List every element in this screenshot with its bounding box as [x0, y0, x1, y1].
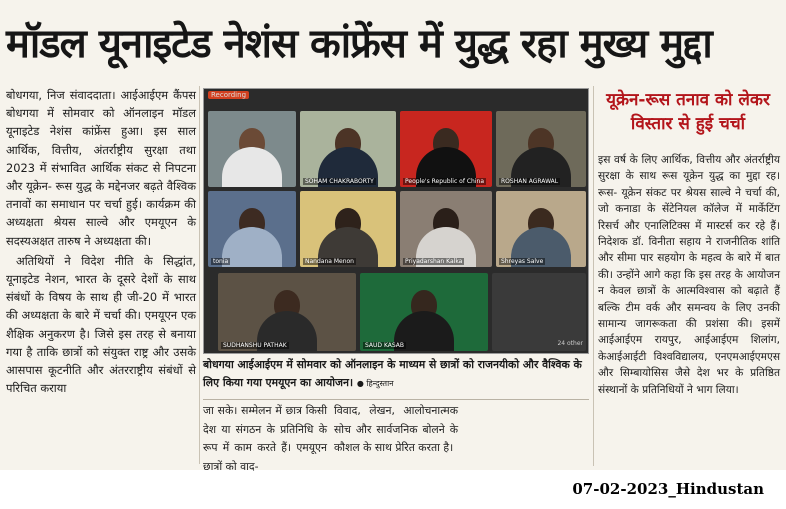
participant-tile — [496, 191, 586, 267]
left-article-column — [6, 86, 196, 462]
participant-name: Nandana Menon — [305, 258, 354, 265]
source-date-label: 07-02-2023_Hindustan — [572, 480, 764, 498]
more-participants-tile — [492, 273, 586, 351]
participant-tile — [218, 273, 356, 351]
caption-credit: ● हिन्दुस्तान — [356, 379, 394, 388]
right-column-text: इस वर्ष के लिए आर्थिक, वित्तीय और अंतर्राष्ट्रीय सुरक्षा के साथ रूस यूक्रेन युद्ध का मुद्दा रह। रूस- यूक्रेन संकट पर श्रेयस साल्वे ने चर्चा की, जो कनाडा के सेंटेनियल कॉलेज में मार्केटिंग रिसर्च और एनालिटिक्स में मास्टर्स कर रहे हैं। निदेशक डॉ. विनीता सहाय ने राजनीतिक शांति और सीमा पार सहयोग के महत्व के बारे में बात की। उन्होंने आगे कहा कि इस तरह के आयोजन न केवल छात्रों के आत्मविश्वास को बढ़ाते हैं बल्कि टीम वर्क और समन्वय के लिए उनकी सामान्य जागरूकता की प्रशंसा की। इसमें आईआईएम रायपुर, आईआईएम शिलांग, केआईआईटी विश्वविद्यालय, एनएमआईएमएस और सिम्बायोसिस जैसे देश भर के प्रतिष्ठित संस्थानों के प्रतिनिधियों ने भाग लिया। — [598, 154, 780, 396]
right-article-column — [598, 152, 780, 466]
participant-tile — [300, 191, 396, 267]
photo-caption — [203, 356, 589, 396]
participant-name: Priyadarshan Kalka — [405, 258, 463, 265]
participant-tile — [300, 111, 396, 187]
middle-column-2-text: विवाद, लेखन, आलोचनात्मक सोच और सार्वजनिक बोलने के कौशल के साथ प्रेरित करता है। — [334, 404, 458, 454]
participant-tile — [208, 191, 296, 267]
column-divider-right — [593, 86, 594, 466]
middle-column-2 — [334, 402, 458, 464]
middle-column-1-text: जा सके। सम्मेलन में छात्र किसी देश या संगठन के प्रतिनिधि के रूप में काम करते हैं। एमयूएन छात्रों को वाद- — [203, 404, 327, 473]
participant-tile — [400, 191, 492, 267]
participant-name: ROSHAN AGRAWAL — [501, 178, 559, 185]
left-paragraph-1: बोधगया, निज संवाददाता। आईआईएम कैंपस बोधगया में सोमवार को ऑनलाइन मॉडल यूनाइटेड नेशंस कांफ्रेंस हुआ। इस साल आर्थिक, वित्तीय, अंतर्राष्ट्रीय सुरक्षा तथा 2023 में संभावित आर्थिक संकट से निपटना और यूक्रेन- रूस युद्ध के मद्देनजर बढ़ते वैश्विक तनावों का समाधान पर चर्चा हुई। कार्यक्रम की अध्यक्षता श्रेयस साल्वे और एमयूएन के सदस्यअक्षत तारुष ने अध्यक्षता की। — [6, 88, 196, 248]
caption-divider — [203, 399, 589, 400]
participant-tile — [400, 111, 492, 187]
participant-name: People's Republic of China — [405, 178, 484, 185]
sub-headline: यूक्रेन-रूस तनाव को लेकर विस्तार से हुई चर्चा — [606, 90, 770, 134]
participant-name: SUDHANSHU PATHAK — [223, 342, 287, 349]
left-paragraph-2: अतिथियों ने विदेश नीति के सिद्धांत, यूनाइटेड नेशन, भारत के दूसरे देशों के साथ संबंधों के विषय के साथ ही जी-20 में भारत की अध्यक्षता के बारे में चर्चा की। एमयूएन एक शैक्षिक अनुकरण है। जिसे इस तरह से बनाया गया है ताकि छात्रों को संयुक्त राष्ट्र और उसके आसपास कूटनीति और अंतरराष्ट्रीय संबंधों से परिचित कराया — [6, 253, 196, 396]
participant-name: SAUD KASAB — [365, 342, 405, 349]
participant-tile — [360, 273, 488, 351]
participant-name: SOHAM CHAKRABORTY — [305, 178, 374, 185]
caption-text: बोधगया आईआईएम में सोमवार को ऑनलाइन के माध्यम से छात्रों को राजनयीको और वैश्विक के लिए किया गया एमयूएन का आयोजन। — [203, 358, 582, 389]
column-divider-left — [199, 86, 200, 464]
participant-tile — [496, 111, 586, 187]
headline: मॉडल यूनाइटेड नेशंस कांफ्रेंस में युद्ध रहा मुख्य मुद्दा — [6, 21, 712, 67]
participant-tile — [208, 111, 296, 187]
others-count: 24 other — [557, 340, 583, 347]
video-conference-photo — [203, 88, 589, 354]
middle-column-3 — [465, 402, 589, 464]
middle-column-1 — [203, 402, 327, 473]
participant-name: Shreyas Salve — [501, 258, 544, 265]
participant-name: tonia — [213, 258, 229, 265]
recording-label: Recording — [208, 91, 249, 99]
